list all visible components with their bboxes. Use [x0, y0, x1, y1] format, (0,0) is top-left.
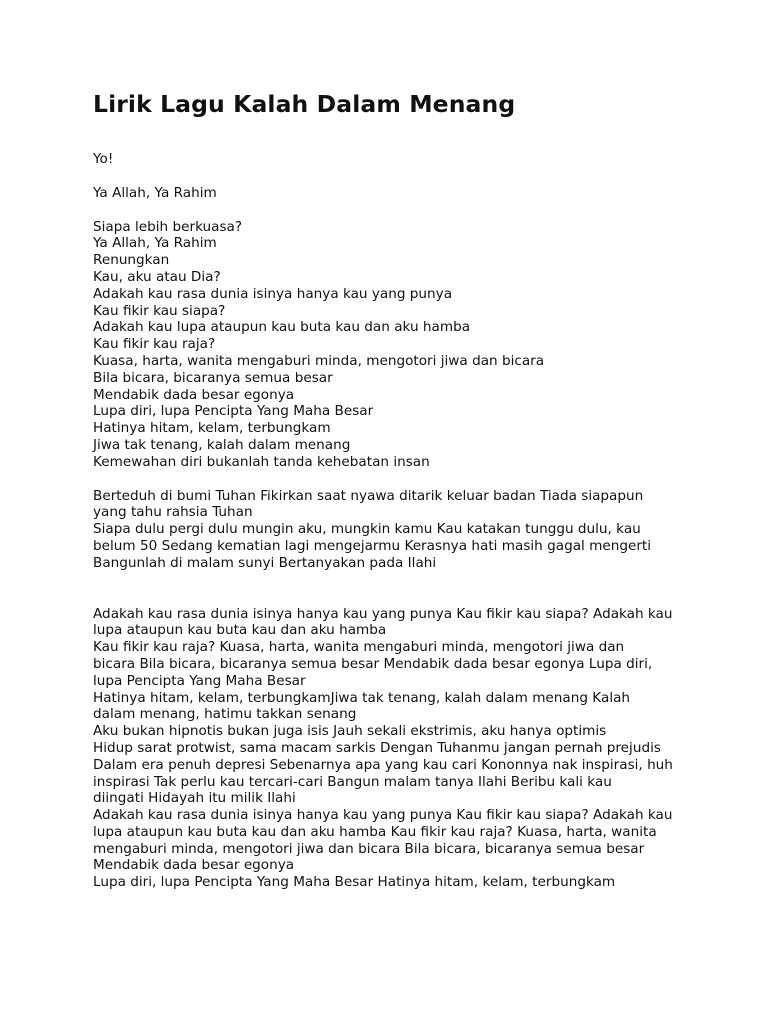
lyric-line: Kau fikir kau raja?: [93, 336, 216, 353]
lyric-line: Lupa diri, lupa Pencipta Yang Maha Besar Hatinya hitam, kelam, terbungkam: [93, 874, 616, 891]
lyric-line: Hatinya hitam, kelam, terbungkam: [93, 420, 331, 437]
lyric-line: Adakah kau rasa dunia isinya hanya kau yang punya Kau fikir kau siapa? Adakah kau: [93, 807, 673, 824]
lyric-stanza: [93, 219, 683, 471]
lyric-line: Adakah kau lupa ataupun kau buta kau dan aku hamba: [93, 319, 471, 336]
lyric-line: Siapa lebih berkuasa?: [93, 218, 243, 235]
lyric-stanza: [93, 151, 683, 168]
lyric-line: lupa ataupun kau buta kau dan aku hamba: [93, 622, 387, 639]
lyric-line: Aku bukan hipnotis bukan juga isis Jauh sekali ekstrimis, aku hanya optimis: [93, 723, 607, 740]
stanza-spacer: [93, 202, 683, 219]
lyric-line: belum 50 Sedang kematian lagi mengejarmu Kerasnya hati masih gagal mengerti: [93, 537, 652, 554]
lyric-line: Dalam era penuh depresi Sebenarnya apa yang kau cari Kononnya nak inspirasi, huh: [93, 756, 673, 773]
lyric-line: Siapa dulu pergi dulu mungin aku, mungkin kamu Kau katakan tunggu dulu, kau: [93, 521, 641, 538]
stanza-spacer: [93, 471, 683, 488]
lyric-line: lupa ataupun kau buta kau dan aku hamba Kau fikir kau raja? Kuasa, harta, wanita: [93, 823, 657, 840]
lyric-line: diingati Hidayah itu milik Ilahi: [93, 790, 296, 807]
lyric-line: Bila bicara, bicaranya semua besar: [93, 369, 333, 386]
lyric-line: Renungkan: [93, 252, 170, 269]
lyric-line: Kuasa, harta, wanita mengaburi minda, mengotori jiwa dan bicara: [93, 352, 545, 369]
lyric-line: Bangunlah di malam sunyi Bertanyakan pada Ilahi: [93, 554, 437, 571]
lyric-line: lupa Pencipta Yang Maha Besar: [93, 672, 306, 689]
lyric-stanza: [93, 185, 683, 202]
lyric-line: dalam menang, hatimu takkan senang: [93, 706, 357, 723]
lyric-line: inspirasi Tak perlu kau tercari-cari Bangun malam tanya Ilahi Beribu kali kau: [93, 773, 612, 790]
lyric-line: Ya Allah, Ya Rahim: [93, 184, 217, 201]
lyric-stanza: [93, 488, 683, 572]
lyrics-body: [93, 151, 683, 891]
lyric-line: Adakah kau rasa dunia isinya hanya kau yang punya: [93, 285, 453, 302]
lyric-line: Yo!: [93, 151, 114, 167]
stanza-spacer: [93, 168, 683, 185]
lyric-line: Kau fikir kau raja? Kuasa, harta, wanita mengaburi minda, mengotori jiwa dan: [93, 639, 625, 656]
lyric-line: Kau, aku atau Dia?: [93, 268, 221, 285]
lyric-line: Berteduh di bumi Tuhan Fikirkan saat nyawa ditarik keluar badan Tiada siapapun: [93, 487, 644, 504]
lyric-line: Mendabik dada besar egonya: [93, 857, 295, 874]
lyric-line: bicara Bila bicara, bicaranya semua besar Mendabik dada besar egonya Lupa diri,: [93, 655, 653, 672]
document-title: Lirik Lagu Kalah Dalam Menang: [93, 90, 516, 118]
lyric-line: Adakah kau rasa dunia isinya hanya kau yang punya Kau fikir kau siapa? Adakah kau: [93, 605, 673, 622]
lyric-line: Hatinya hitam, kelam, terbungkamJiwa tak tenang, kalah dalam menang Kalah: [93, 689, 631, 706]
lyric-stanza: [93, 606, 683, 892]
lyric-line: Lupa diri, lupa Pencipta Yang Maha Besar: [93, 403, 374, 420]
lyric-line: Kau fikir kau siapa?: [93, 302, 226, 319]
lyric-line: Hidup sarat protwist, sama macam sarkis Dengan Tuhanmu jangan pernah prejudis: [93, 739, 661, 756]
lyric-line: mengaburi minda, mengotori jiwa dan bicara Bila bicara, bicaranya semua besar: [93, 840, 645, 857]
document-page: [93, 84, 683, 891]
lyric-line: yang tahu rahsia Tuhan: [93, 504, 253, 521]
lyric-line: Mendabik dada besar egonya: [93, 386, 295, 403]
lyric-line: Ya Allah, Ya Rahim: [93, 235, 217, 252]
stanza-spacer: [93, 572, 683, 606]
lyric-line: Jiwa tak tenang, kalah dalam menang: [93, 436, 351, 453]
lyric-line: Kemewahan diri bukanlah tanda kehebatan insan: [93, 453, 430, 470]
